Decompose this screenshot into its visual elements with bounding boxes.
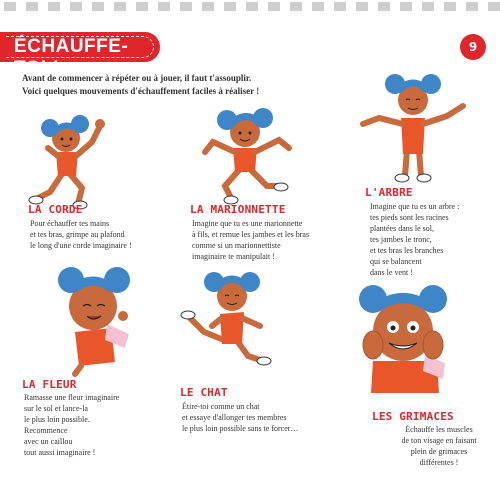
girl-puppet-illustration (195, 100, 305, 209)
border-dash (70, 2, 82, 11)
exercise-title-fleur: LA FLEUR (22, 378, 77, 391)
girl-grimace-illustration (345, 275, 465, 399)
exercise-text-marionnette: Imagine que tu es une marionnette à fils, et remue les jambes et les bras comme si un marionnettiste imaginaire te manipulait ! (192, 219, 310, 261)
border-dash (48, 2, 60, 11)
exercise-title-marionnette: LA MARIONNETTE (190, 203, 286, 216)
exercise-text-grimaces: Échauffe les muscles de ton visage en faisant plein de grimaces différentes ! (401, 425, 477, 467)
border-dash (488, 2, 500, 11)
intro-line-2: Voici quelques mouvements d'échauffement faciles à réaliser ! (22, 86, 260, 96)
border-dash (4, 2, 16, 11)
border-dash (114, 2, 126, 11)
page-title: ÉCHAUFFE-TOI ! (14, 36, 129, 79)
title-banner (0, 32, 160, 79)
girl-cat-stretch-illustration (178, 260, 298, 374)
border-dash (466, 2, 478, 11)
exercise-text-corde: Pour échauffer tes mains et tes bras, grimpe au plafond le long d'une corde imaginaire ! (30, 219, 132, 250)
border-dash (312, 2, 324, 11)
border-dash (334, 2, 346, 11)
intro-line-1: Avant de commencer à répéter ou à jouer, il faut t'assouplir. (22, 73, 252, 83)
border-dash (26, 2, 38, 11)
border-dash (290, 2, 302, 11)
girl-flower-illustration (45, 262, 155, 381)
border-dash (356, 2, 368, 11)
border-dash (158, 2, 170, 11)
border-dash (268, 2, 280, 11)
top-dashed-border (0, 0, 500, 14)
border-dash (400, 2, 412, 11)
border-dash (202, 2, 214, 11)
border-dash (224, 2, 236, 11)
border-dash (92, 2, 104, 11)
exercise-title-grimaces: LES GRIMACES (372, 410, 454, 423)
intro-text (22, 72, 352, 98)
exercise-title-chat: LE CHAT (180, 386, 228, 399)
border-dash (136, 2, 148, 11)
exercise-text-arbre: Imagine que tu es un arbre : tes pieds sont les racines plantées dans le sol, tes jambes le tronc, et tes bras les branches qui se balancent dans le vent ! (370, 202, 460, 277)
exercise-text-chat: Étire-toi comme un chat et essaye d'allonger tes membres le plus loin possible sans te forcer… (182, 402, 299, 433)
page-number-badge: 9 (460, 34, 486, 60)
exercise-text-fleur: Ramasse une fleur imaginaire sur le sol et lance-la le plus loin possible. Recommence avec un caillou tout aussi imaginaire ! (24, 393, 120, 457)
exercise-title-arbre: L'ARBRE (365, 186, 413, 199)
border-dash (180, 2, 192, 11)
girl-tree-illustration (355, 68, 475, 187)
girl-climbing-rope-illustration (20, 112, 130, 211)
exercise-title-corde: LA CORDE (28, 203, 83, 216)
border-dash (422, 2, 434, 11)
border-dash (246, 2, 258, 11)
border-dash (378, 2, 390, 11)
border-dash (444, 2, 456, 11)
